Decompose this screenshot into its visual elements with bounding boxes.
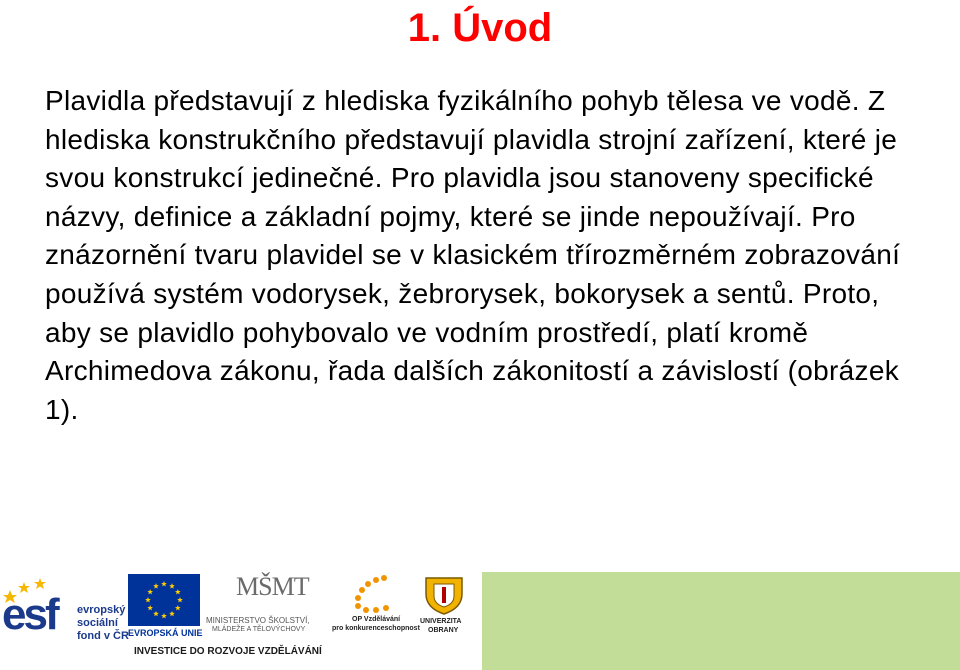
op-text-line2: pro konkurenceschopnost [332, 625, 420, 632]
unob-shield-icon [424, 574, 464, 616]
unob-logo [418, 574, 470, 640]
slide-body-text: Plavidla představují z hlediska fyzikálního pohyb tělesa ve vodě. Z hlediska konstrukčního představují plavidla strojní zařízení, které je svou konstrukcí jedinečné. Pro plavidla jsou stanoveny specifické názvy, definice a základní pojmy, které se jinde nepoužívají. Pro znázornění tvaru plavidel se v klasickém třírozměrném zobrazování používá systém vodorysek, žebrorysek, bokorysek a sentů. Proto, aby se plavidlo pohybovalo ve vodním prostředí, platí kromě Archimedova zákonu, řada dalších zákonitostí a závislostí (obrázek 1). [45, 85, 901, 425]
esf-logo [0, 576, 130, 642]
esf-mark: esf [2, 590, 57, 639]
op-dots-icon [350, 574, 396, 616]
msmt-text-line2: MLÁDEŽE A TĚLOVÝCHOVY [212, 626, 306, 633]
slide-title: 1. Úvod [407, 6, 553, 50]
eu-logo [128, 574, 204, 640]
esf-text-line2: sociální [77, 617, 118, 629]
msmt-text-line1: MINISTERSTVO ŠKOLSTVÍ, [206, 616, 310, 625]
unob-text-line2: OBRANY [428, 627, 459, 634]
op-text-line1: OP Vzdělávání [352, 616, 401, 623]
eu-label: EVROPSKÁ UNIE [128, 628, 203, 638]
esf-text-line1: evropský [77, 604, 126, 616]
msmt-logo [206, 572, 330, 638]
eu-flag-icon [128, 574, 200, 626]
op-logo [330, 572, 418, 638]
footer-caption: INVESTICE DO ROZVOJE VZDĚLÁVÁNÍ [134, 646, 322, 657]
unob-text-line1: UNIVERZITA [420, 618, 462, 625]
msmt-mark: MŠMT [236, 572, 309, 601]
esf-text-line3: fond v ČR [77, 630, 129, 642]
footer-green-bar [482, 572, 960, 670]
